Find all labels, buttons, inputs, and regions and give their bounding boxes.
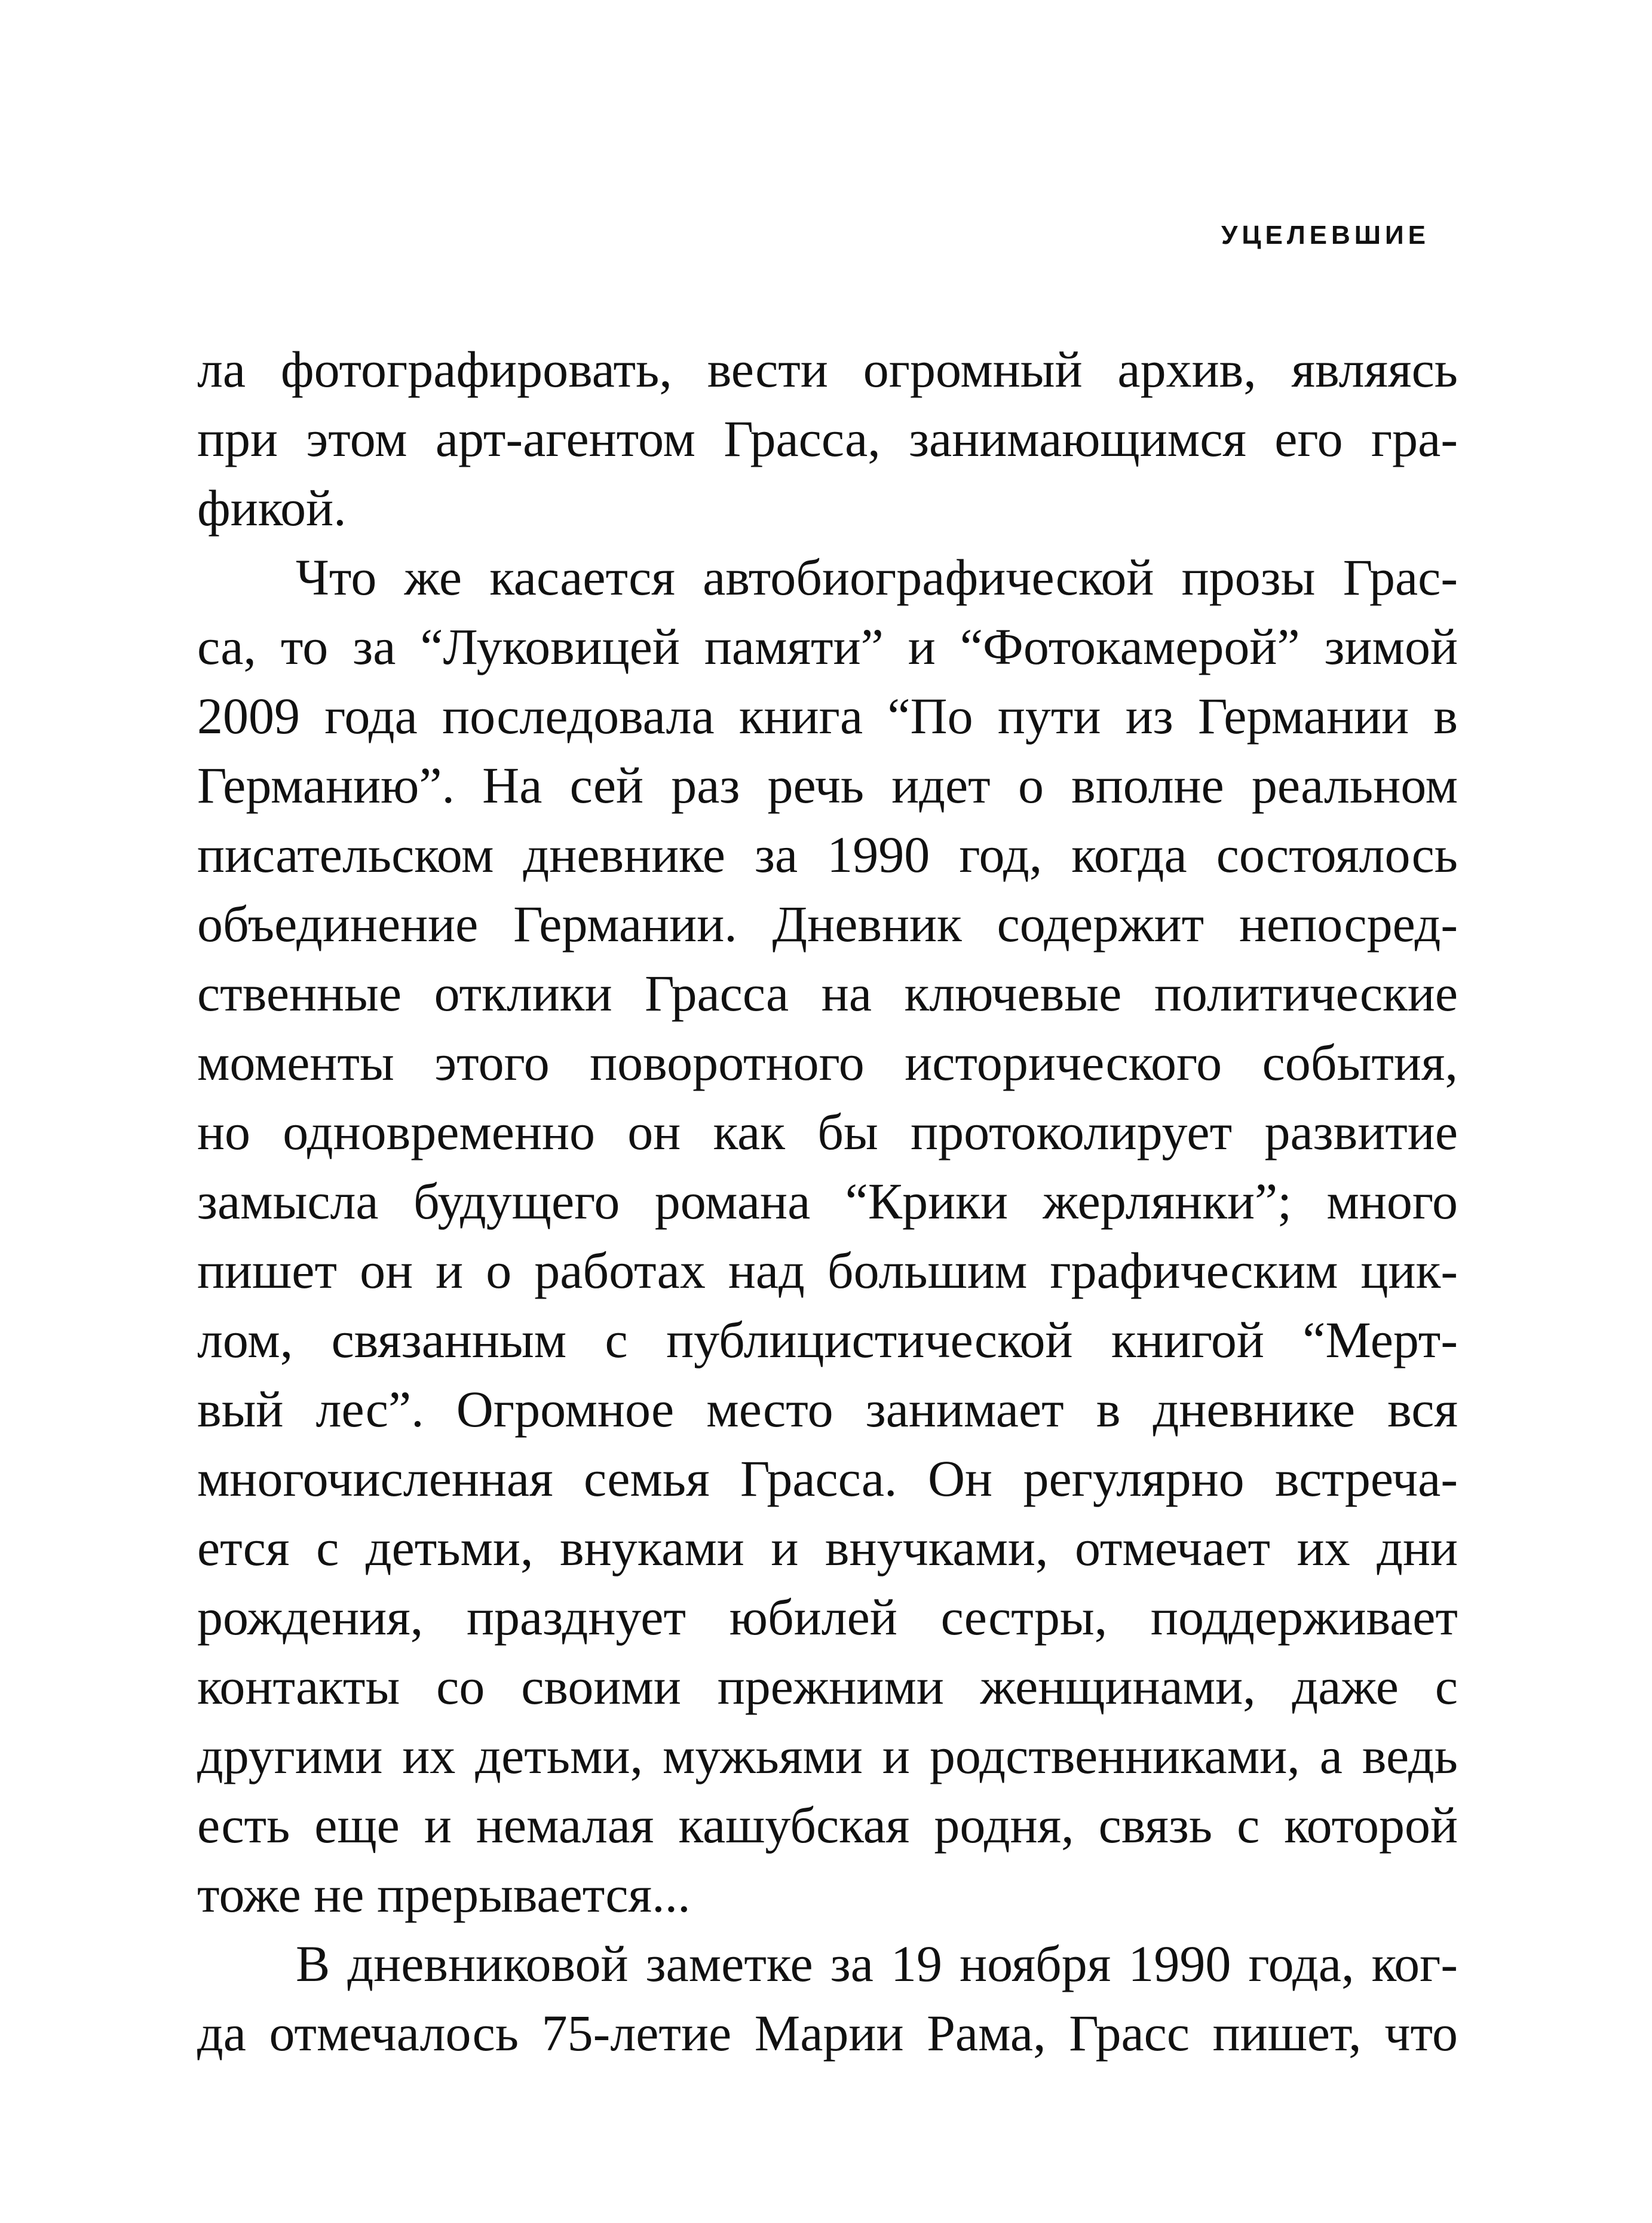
text-line: контакты со своими прежними женщинами, даже с: [197, 1658, 1458, 1715]
text-line: лом, связанным с публицистической книгой “Мерт-: [197, 1311, 1458, 1368]
text-line: са, то за “Луковицей памяти” и “Фотокамерой” зимой: [197, 618, 1458, 675]
text-line: ственные отклики Грасса на ключевые политические: [197, 964, 1458, 1022]
text-line: другими их детьми, мужьями и родственниками, а ведь: [197, 1727, 1458, 1784]
text-line: фикой.: [197, 479, 347, 537]
text-line: В дневниковой заметке за 19 ноября 1990 года, ког-: [296, 1935, 1458, 1992]
text-line: моменты этого поворотного исторического события,: [197, 1034, 1458, 1091]
text-line: но одновременно он как бы протоколирует развитие: [197, 1103, 1458, 1161]
text-line: объединение Германии. Дневник содержит непосред-: [197, 895, 1458, 953]
text-line: писательском дневнике за 1990 год, когда состоялось: [197, 826, 1458, 883]
text-line: ется с детьми, внуками и внучками, отмечает их дни: [197, 1519, 1458, 1576]
text-line: да отмечалось 75-летие Марии Рама, Грасс пишет, что: [197, 2004, 1458, 2062]
text-line: вый лес”. Огромное место занимает в дневнике вся: [197, 1380, 1458, 1438]
text-line: 2009 года последовала книга “По пути из Германии в: [197, 687, 1458, 745]
text-line: пишет он и о работах над большим графическим цик-: [197, 1242, 1458, 1299]
text-line: многочисленная семья Грасса. Он регулярно встреча-: [197, 1450, 1458, 1507]
running-head: УЦЕЛЕВШИЕ: [1221, 221, 1430, 250]
text-line: тоже не прерывается...: [197, 1866, 691, 1923]
text-line: замысла будущего романа “Крики жерлянки”; много: [197, 1172, 1458, 1230]
text-line: рождения, празднует юбилей сестры, поддерживает: [197, 1588, 1458, 1646]
body-text: [197, 335, 1458, 2068]
text-line: ла фотографировать, вести огромный архив, являясь: [197, 341, 1458, 398]
text-line: есть еще и немалая кашубская родня, связь с которой: [197, 1796, 1458, 1854]
text-line: Что же касается автобиографической прозы Грас-: [296, 549, 1458, 606]
text-line: Германию”. На сей раз речь идет о вполне реальном: [197, 757, 1458, 814]
text-line: при этом арт-агентом Грасса, занимающимся его гра-: [197, 410, 1458, 467]
